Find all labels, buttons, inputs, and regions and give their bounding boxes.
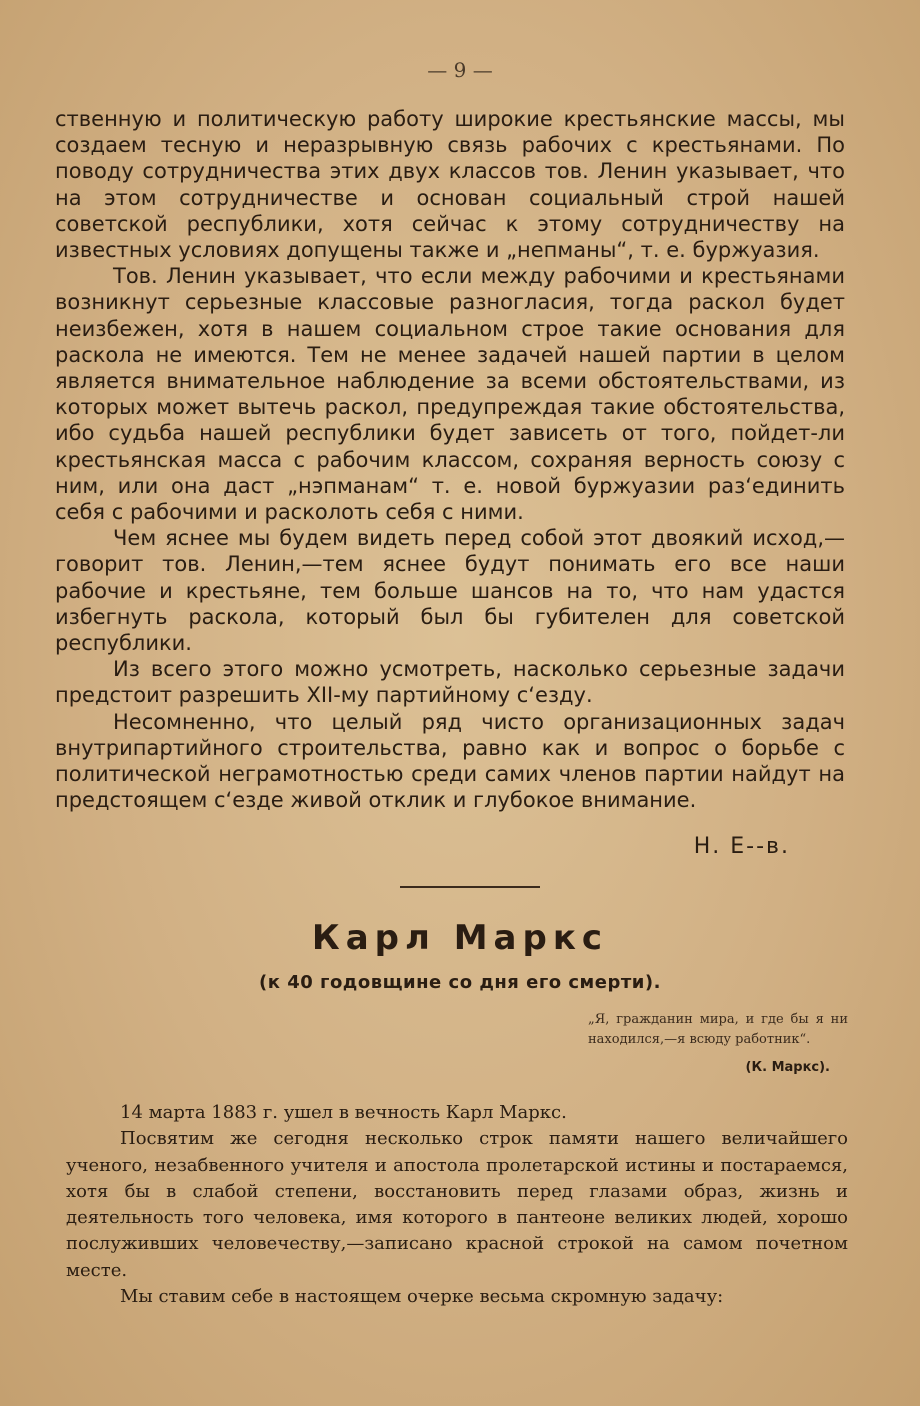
marx-article-body xyxy=(66,1100,848,1310)
paragraph: Чем яснее мы будем видеть перед собой этот двоякий исход,—говорит тов. Ленин,—тем яснее будут понимать его все наши рабочие и крестьяне, тем больше шансов на то, что нам удастся избегнуть раскола, который был бы губителен для советской республики. xyxy=(55,526,845,656)
paragraph: Посвятим же сегодня несколько строк памяти нашего величайшего ученого, незабвенного учителя и апостола пролетарской истины и постараемся, хотя бы в слабой степени, восстановить перед глазами образ, жизнь и деятельность того человека, имя которого в пантеоне великих людей, хорошо послуживших человечеству,—записано красной строкой на самом почетном месте. xyxy=(66,1128,848,1281)
epigraph-quote: „Я, гражданин мира, и где бы я ни находился,—я всюду работник“. xyxy=(588,1012,848,1047)
paragraph: Из всего этого можно усмотреть, насколько серьезные задачи предстоит разрешить XII-му партийному с‘езду. xyxy=(55,657,845,708)
paragraph: Мы ставим себе в настоящем очерке весьма скромную задачу: xyxy=(120,1286,724,1308)
paragraph: 14 марта 1883 г. ушел в вечность Карл Маркс. xyxy=(120,1102,567,1123)
paragraph: ственную и политическую работу широкие крестьянские массы, мы создаем тесную и неразрывную связь рабочих с крестьянами. По поводу сотрудничества этих двух классов тов. Ленин указывает, что на этом сотрудничестве и основан социальный строй нашей советской республики, хотя сейчас к этому сотрудничеству на известных условиях допущены также и „непманы“, т. е. буржуазия. xyxy=(55,107,845,263)
epigraph-source: (К. Маркс). xyxy=(745,1060,830,1075)
article-subtitle: (к 40 годовщине со дня его смерти). xyxy=(259,972,661,993)
article-signature: Н. Е--в. xyxy=(693,834,790,859)
page-number: — 9 — xyxy=(427,58,493,82)
section-divider xyxy=(400,886,540,888)
article-title: Карл Маркс xyxy=(311,918,609,958)
article-body xyxy=(55,106,845,813)
paragraph: Тов. Ленин указывает, что если между рабочими и крестьянами возникнут серьезные классовые разногласия, тогда раскол будет неизбежен, хотя в нашем социальном строе такие основания для раскола не имеются. Тем не менее задачей нашей партии в целом является внимательное наблюдение за всеми обстоятельствами, из которых может вытечь раскол, предупреждая такие обстоятельства, ибо судьба нашей республики будет зависеть от того, пойдет-ли крестьянская масса с рабочим классом, сохраняя верность союзу с ним, или она даст „нэпманам“ т. е. новой буржуазии раз‘единить себя с рабочими и расколоть себя с ними. xyxy=(55,264,845,525)
paragraph: Несомненно, что целый ряд чисто организационных задач внутрипартийного строительства, равно как и вопрос о борьбе с политической неграмотностью среди самих членов партии найдут на предстоящем с‘езде живой отклик и глубокое внимание. xyxy=(55,709,845,813)
